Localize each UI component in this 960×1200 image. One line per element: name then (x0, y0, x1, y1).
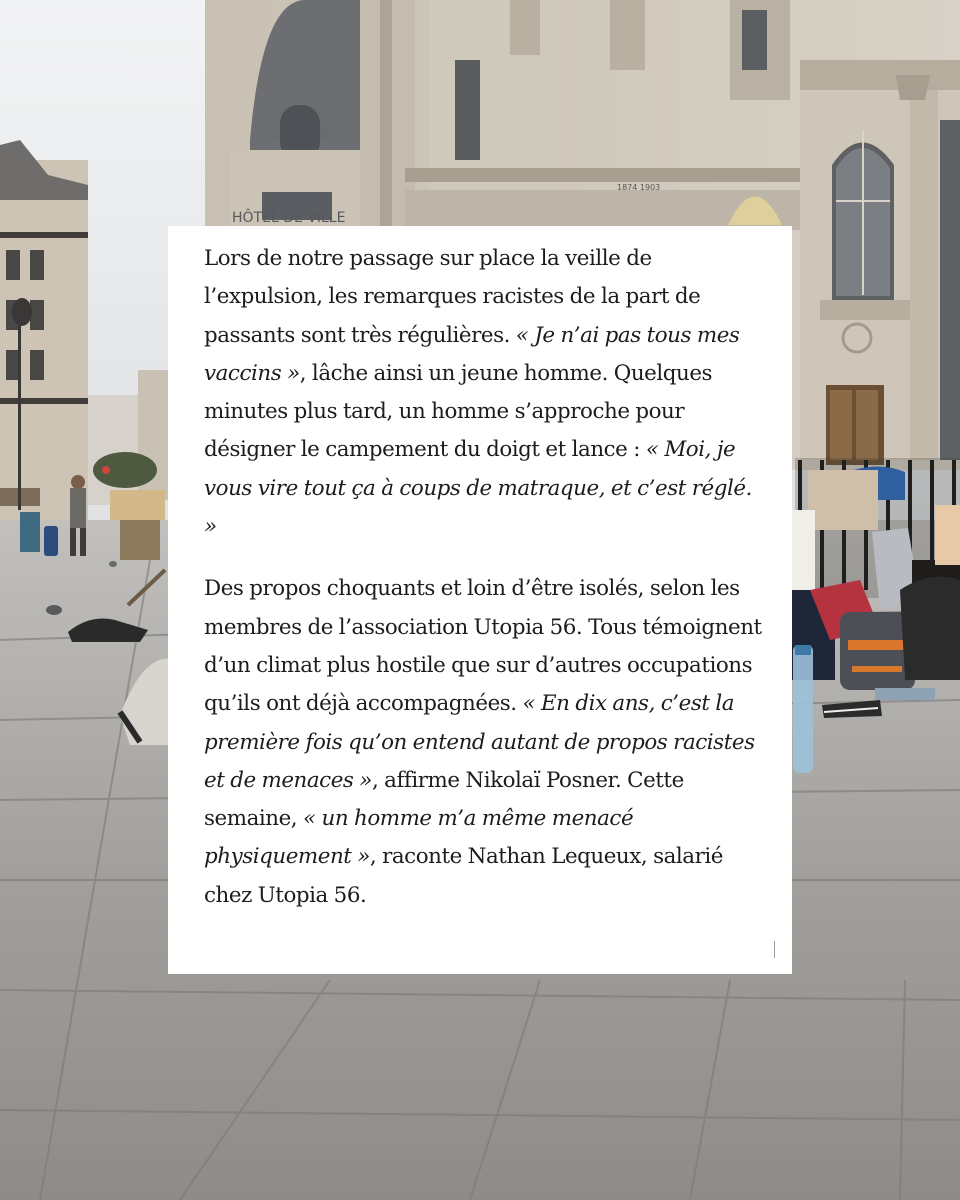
text-run: , affirme Nikolaï Posner. Cette semaine, (204, 767, 684, 832)
text-card (168, 226, 792, 974)
text-run: , lâche ainsi un jeune homme. Quelques minutes plus tard, un homme s’approche pour désigner le campement du doigt et lance : (204, 360, 713, 463)
quote-run: « En dix ans, c’est la première fois qu’on entend autant de propos racistes et de menaces » (204, 691, 755, 793)
text-run: , raconte Nathan Lequeux, salarié chez Utopia 56. (204, 844, 723, 908)
quote-run: « Je n’ai pas tous mes vaccins » (204, 322, 740, 386)
svg-text:1874 1903: 1874 1903 (617, 183, 661, 192)
svg-text:HÔTEL DE VILLE: HÔTEL DE VILLE (232, 210, 346, 226)
quote-run: « Moi, je vous vire tout ça à coups de matraque, et c’est réglé. » (204, 437, 752, 540)
article-paragraph-1 (204, 240, 762, 546)
text-cursor (774, 941, 775, 958)
quote-run: « un homme m’a même menacé physiquement » (204, 806, 634, 870)
text-run: Des propos choquants et loin d’être isolés, selon les membres de l’association Utopia 56. Tous témoignent d’un climat plus hostile que sur d’autres occupations qu’ils ont déjà accompagnées. (204, 576, 762, 717)
text-run: Lors de notre passage sur place la veille de l’expulsion, les remarques racistes de la part de passants sont très régulières. (204, 246, 701, 348)
article-paragraph-2 (204, 570, 762, 915)
